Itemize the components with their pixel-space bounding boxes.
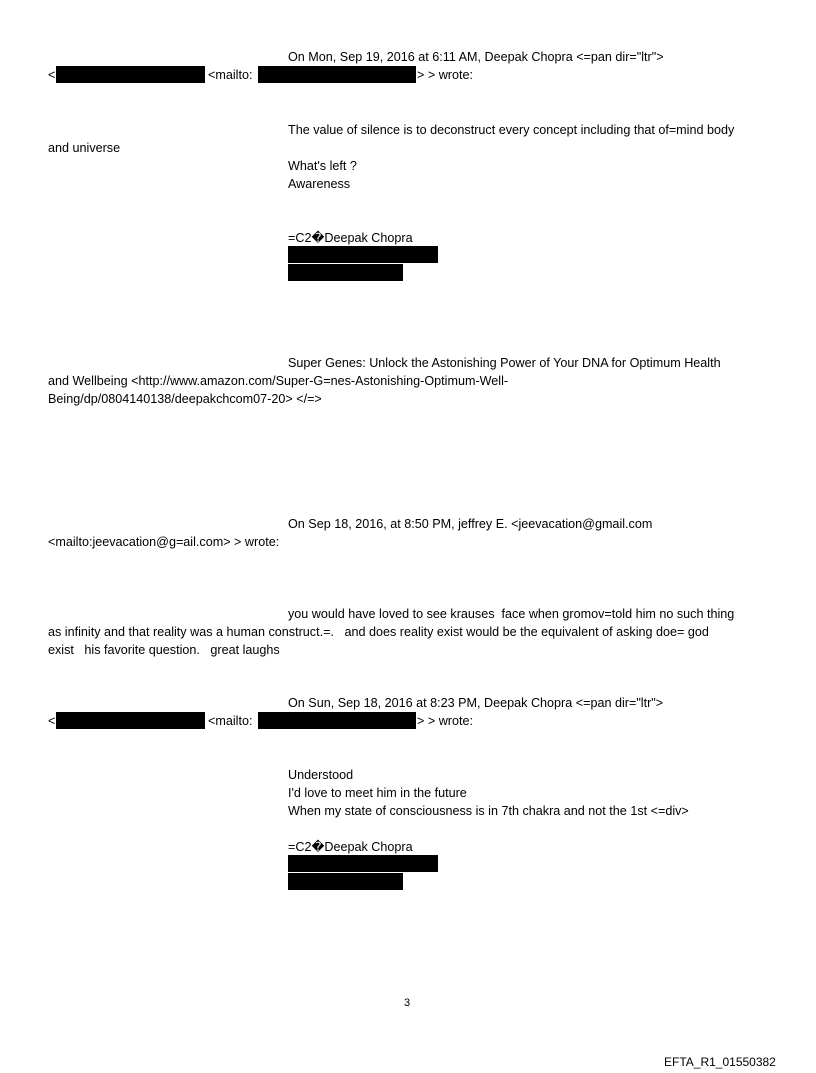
email1-body-line4: Awareness (288, 177, 351, 191)
redaction-box (288, 246, 438, 263)
book-line2: and Wellbeing <http://www.amazon.com/Super-G=nes-Astonishing-Optimum-Well- (48, 374, 509, 388)
email1-header-mailto: <mailto: (208, 68, 253, 82)
redaction-box (288, 264, 403, 281)
email3-header-wrote: > > wrote: (417, 714, 474, 728)
redaction-box (258, 66, 416, 83)
email3-body-line2: I'd love to meet him in the future (288, 786, 467, 800)
redaction-box (56, 712, 205, 729)
redaction-box (258, 712, 416, 729)
email3-body-line3: When my state of consciousness is in 7th chakra and not the 1st <=div> (288, 804, 689, 818)
redaction-box (288, 855, 438, 872)
bates-number: EFTA_R1_01550382 (664, 1055, 776, 1069)
email3-header-lt: < (48, 714, 56, 728)
email1-header-line1: On Mon, Sep 19, 2016 at 6:11 AM, Deepak Chopra <=pan dir="ltr"> (288, 50, 664, 64)
book-line3: Being/dp/0804140138/deepakchcom07-20> </=> (48, 392, 322, 406)
email2-body-line2: as infinity and that reality was a human construct.=. and does reality exist would be the equivalent of asking doe= god (48, 625, 709, 639)
email3-signature: =C2�Deepak Chopra (288, 840, 413, 854)
email2-body-line3: exist his favorite question. great laughs (48, 643, 280, 657)
email3-body-line1: Understood (288, 768, 354, 782)
email2-header-line2: <mailto:jeevacation@g=ail.com> > wrote: (48, 535, 280, 549)
redaction-box (56, 66, 205, 83)
book-line1: Super Genes: Unlock the Astonishing Power of Your DNA for Optimum Health (288, 356, 721, 370)
email1-signature: =C2�Deepak Chopra (288, 231, 413, 245)
redaction-box (288, 873, 403, 890)
email1-body-line1: The value of silence is to deconstruct every concept including that of=mind body (288, 123, 735, 137)
email1-header-lt: < (48, 68, 56, 82)
page-number: 3 (404, 997, 411, 1009)
email1-body-line2: and universe (48, 141, 121, 155)
email2-header-line1: On Sep 18, 2016, at 8:50 PM, jeffrey E. <jeevacation@gmail.com (288, 517, 653, 531)
email1-body-line3: What's left ? (288, 159, 357, 173)
email3-header-line1: On Sun, Sep 18, 2016 at 8:23 PM, Deepak Chopra <=pan dir="ltr"> (288, 696, 664, 710)
email3-header-mailto: <mailto: (208, 714, 253, 728)
email1-header-wrote: > > wrote: (417, 68, 474, 82)
email2-body-line1: you would have loved to see krauses face when gromov=told him no such thing (288, 607, 735, 621)
